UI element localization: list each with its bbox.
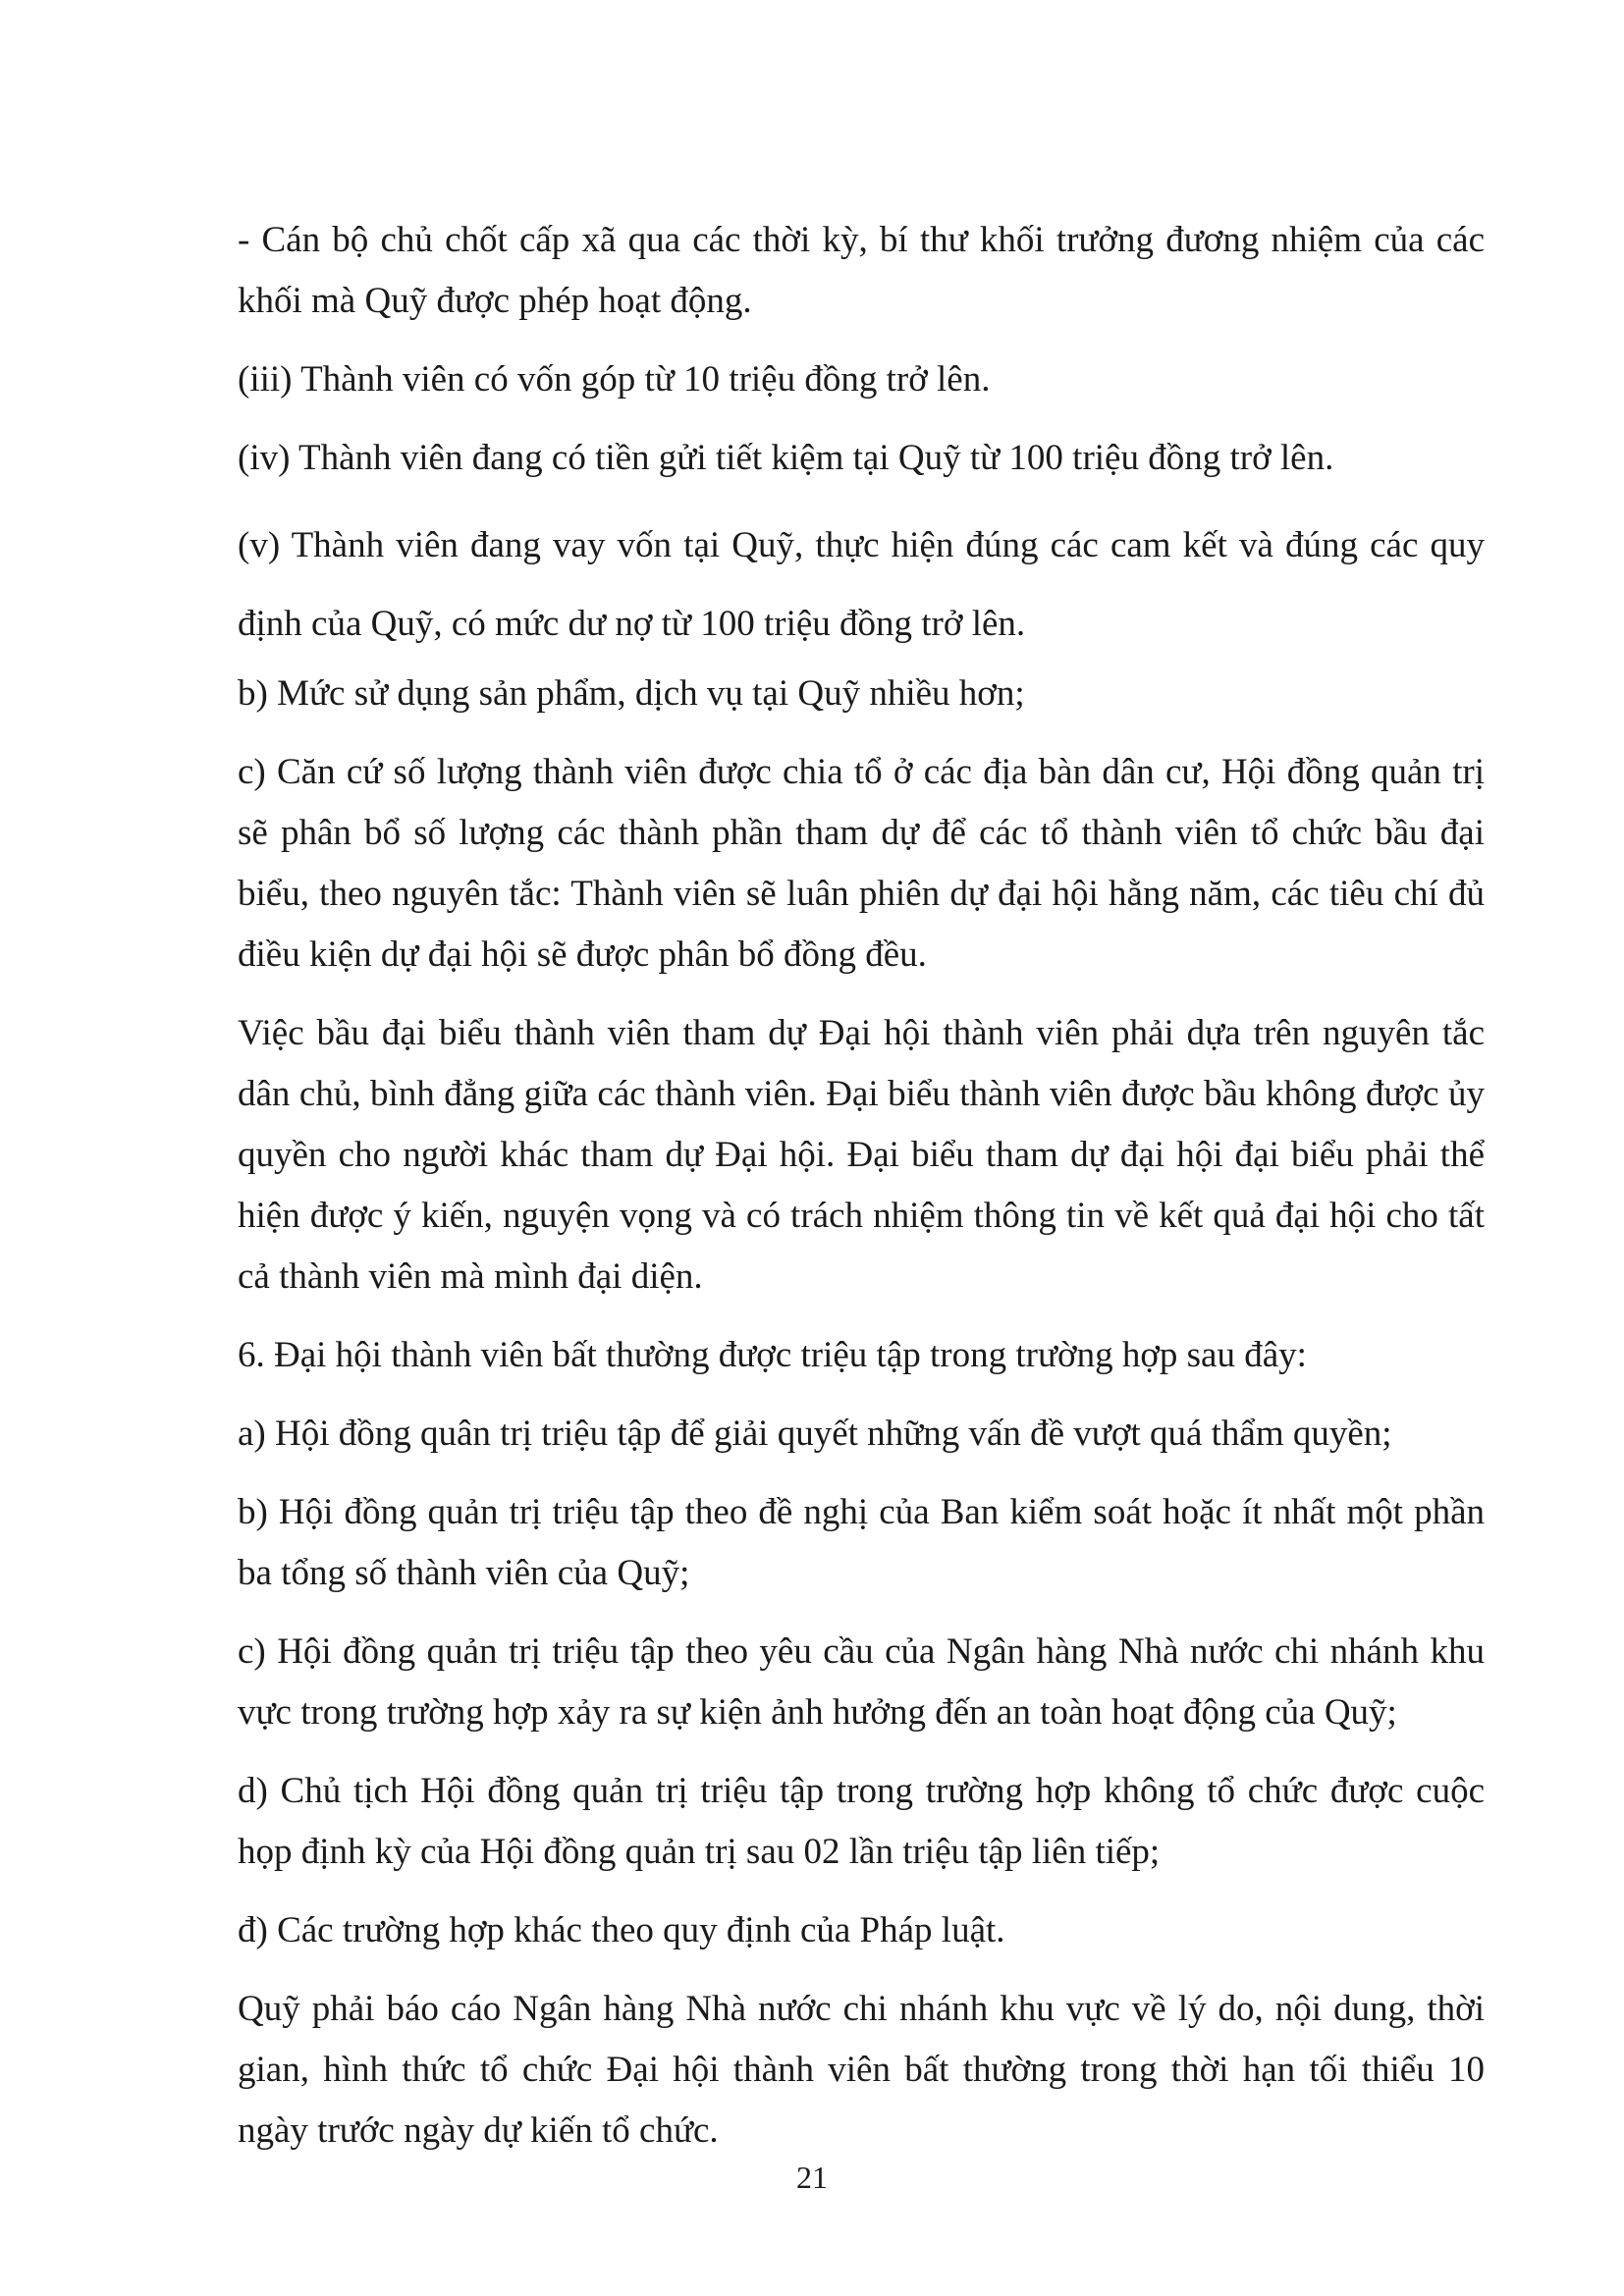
paragraph-key-officials: - Cán bộ chủ chốt cấp xã qua các thời kỳ, bí thư khối trưởng đương nhiệm của các khối mà Quỹ được phép hoạt động. xyxy=(238,220,1485,321)
paragraph-item-b: b) Mức sử dụng sản phẩm, dịch vụ tại Quỹ nhiều hơn; xyxy=(238,673,1025,714)
paragraph-delegate-election: Việc bầu đại biểu thành viên tham dự Đại hội thành viên phải dựa trên nguyên tắc dân chủ, bình đẳng giữa các thành viên. Đại biểu thành viên được bầu không được ủy quyền cho người khác tham dự Đại hội. Đại biểu tham dự đại hội đại biểu phải thể hiện được ý kiến, nguyện vọng và có trách nhiệm thông tin về kết quả đại hội cho tất cả thành viên mà mình đại diện. xyxy=(238,1013,1485,1297)
paragraph-item-c: c) Căn cứ số lượng thành viên được chia tổ ở các địa bàn dân cư, Hội đồng quản trị sẽ phân bổ số lượng các thành phần tham dự để các tổ thành viên tổ chức bầu đại biểu, theo nguyên tắc: Thành viên sẽ luân phiên dự đại hội hằng năm, các tiêu chí đủ điều kiện dự đại hội sẽ được phân bổ đồng đều. xyxy=(238,752,1485,975)
paragraph-reporting: Quỹ phải báo cáo Ngân hàng Nhà nước chi nhánh khu vực về lý do, nội dung, thời gian, hình thức tổ chức Đại hội thành viên bất thường trong thời hạn tối thiểu 10 ngày trước ngày dự kiến tổ chức. xyxy=(238,1989,1485,2151)
paragraph-criterion-iv: (iv) Thành viên đang có tiền gửi tiết kiệm tại Quỹ từ 100 triệu đồng trở lên. xyxy=(238,438,1334,478)
paragraph-criterion-iii: (iii) Thành viên có vốn góp từ 10 triệu đồng trở lên. xyxy=(238,359,991,400)
paragraph-case-b: b) Hội đồng quản trị triệu tập theo đề nghị của Ban kiểm soát hoặc ít nhất một phần ba tổng số thành viên của Quỹ; xyxy=(238,1492,1485,1593)
paragraph-case-c: c) Hội đồng quản trị triệu tập theo yêu cầu của Ngân hàng Nhà nước chi nhánh khu vực trong trường hợp xảy ra sự kiện ảnh hưởng đến an toàn hoạt động của Quỹ; xyxy=(238,1631,1485,1733)
paragraph-case-d: d) Chủ tịch Hội đồng quản trị triệu tập trong trường hợp không tổ chức được cuộc họp định kỳ của Hội đồng quản trị sau 02 lần triệu tập liên tiếp; xyxy=(238,1771,1485,1872)
paragraph-section-6: 6. Đại hội thành viên bất thường được triệu tập trong trường hợp sau đây: xyxy=(238,1335,1307,1375)
page-number: 21 xyxy=(796,2160,828,2195)
paragraph-criterion-v: (v) Thành viên đang vay vốn tại Quỹ, thực hiện đúng các cam kết và đúng các quy định của Quỹ, có mức dư nợ từ 100 triệu đồng trở lên. xyxy=(238,525,1485,644)
paragraph-case-dd: đ) Các trường hợp khác theo quy định của Pháp luật. xyxy=(238,1910,1005,1950)
body-text xyxy=(238,210,1485,2179)
paragraph-case-a: a) Hội đồng quân trị triệu tập để giải quyết những vấn đề vượt quá thẩm quyền; xyxy=(238,1414,1392,1454)
